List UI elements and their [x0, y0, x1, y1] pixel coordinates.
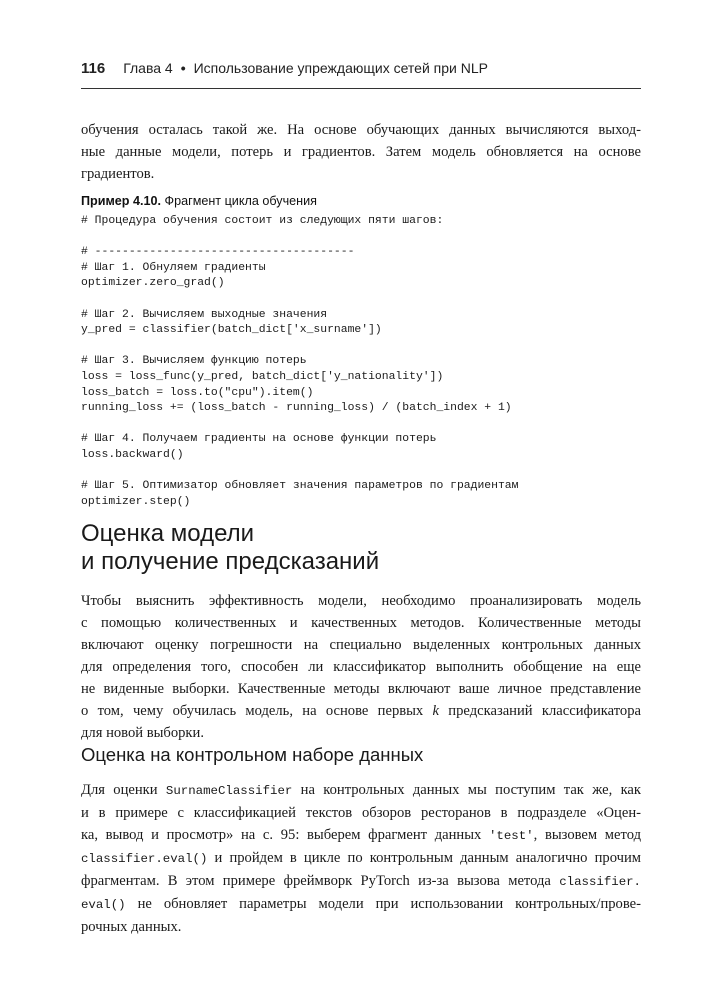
- code-line: y_pred = classifier(batch_dict['x_surname']): [81, 324, 382, 337]
- example-label: Пример 4.10.: [81, 194, 162, 208]
- text-line: [81, 700, 641, 722]
- text-fragment: на контрольных данных мы поступим так же, как: [292, 782, 642, 798]
- evaluation-paragraph: [81, 590, 641, 744]
- code-line: optimizer.zero_grad(): [81, 277, 225, 290]
- code-line: # Шаг 1. Обнуляем градиенты: [81, 261, 266, 274]
- text-fragment: предсказаний классификатора: [439, 703, 642, 719]
- text-line: [81, 824, 641, 847]
- header-rule: [81, 88, 641, 89]
- text-line: обучения осталась такой же. На основе обучающих данных вычисляются выход-: [81, 122, 641, 138]
- text-fragment: не обновляет параметры модели при использовании контрольных/прове-: [125, 896, 641, 912]
- section-heading-line: Оценка модели: [81, 520, 255, 547]
- code-line: [81, 339, 641, 355]
- code-line: optimizer.step(): [81, 495, 191, 508]
- inline-code: classifier.eval(): [81, 852, 208, 866]
- text-fragment: о том, чему обучилась модель, на основе первых: [81, 703, 433, 719]
- text-line: и в примере с классификацией текстов обзоров ресторанов в подразделе «Оцен-: [81, 805, 641, 821]
- code-line: # Шаг 3. Вычисляем функцию потерь: [81, 355, 307, 368]
- subsection-heading: Оценка на контрольном наборе данных: [81, 744, 424, 765]
- code-line: running_loss += (loss_batch - running_loss) / (batch_index + 1): [81, 402, 512, 415]
- text-line: не виденные выборки. Качественные методы включают ваше личное представление: [81, 681, 641, 697]
- text-line: градиентов.: [81, 166, 155, 182]
- header-separator: •: [180, 60, 186, 76]
- intro-paragraph: [81, 119, 641, 185]
- text-fragment: Для оценки: [81, 782, 166, 798]
- text-fragment: фрагментам. В этом примере фреймворк PyTorch из-за вызова метода: [81, 873, 560, 889]
- variable-k: k: [432, 703, 440, 719]
- inline-code: 'test': [489, 829, 534, 843]
- example-caption: [81, 194, 317, 208]
- code-line: # --------------------------------------: [81, 246, 355, 259]
- inline-code: SurnameClassifier: [165, 784, 293, 798]
- code-line: loss = loss_func(y_pred, batch_dict['y_nationality']): [81, 370, 444, 383]
- code-line: # Шаг 2. Вычисляем выходные значения: [81, 308, 328, 321]
- code-line: [81, 292, 641, 308]
- inline-code: eval(): [81, 898, 126, 912]
- running-header: [81, 60, 641, 77]
- code-line: # Шаг 4. Получаем градиенты на основе функции потерь: [81, 433, 437, 446]
- text-line: с помощью количественных и качественных методов. Количественные методы: [81, 615, 641, 631]
- code-line: loss_batch = loss.to("cpu").item(): [81, 386, 314, 399]
- text-line: [81, 870, 641, 893]
- code-line: [81, 417, 641, 433]
- validation-paragraph: [81, 779, 641, 938]
- code-line: [81, 464, 641, 480]
- text-line: рочных данных.: [81, 919, 182, 935]
- page-number: 116: [81, 60, 106, 77]
- chapter-title: Использование упреждающих сетей при NLP: [193, 60, 488, 76]
- inline-code: classifier.: [559, 875, 641, 889]
- chapter-label: Глава 4: [123, 60, 173, 76]
- code-listing: [81, 214, 641, 510]
- text-line: [81, 893, 641, 916]
- text-fragment: , вызовем метод: [533, 827, 641, 843]
- text-fragment: и пройдем в цикле по контрольным данным аналогично прочим: [207, 850, 641, 866]
- text-line: [81, 779, 641, 802]
- text-line: Чтобы выяснить эффективность модели, необходимо проанализировать модель: [81, 593, 641, 609]
- text-line: ные данные модели, потерь и градиентов. Затем модель обновляется на основе: [81, 144, 641, 160]
- text-line: для новой выборки.: [81, 725, 204, 741]
- text-line: включают оценку погрешности на специально выделенных контрольных данных: [81, 637, 641, 653]
- code-line: # Процедура обучения состоит из следующих пяти шагов:: [81, 215, 444, 227]
- text-line: [81, 847, 641, 870]
- section-heading-line: и получение предсказаний: [81, 548, 380, 575]
- text-fragment: ка, вывод и просмотр» на с. 95: выберем фрагмент данных: [81, 827, 489, 843]
- text-line: для определения того, способен ли классификатор выполнить обобщение на еще: [81, 659, 641, 675]
- section-heading: [81, 520, 641, 576]
- example-title: Фрагмент цикла обучения: [164, 194, 317, 208]
- code-line: loss.backward(): [81, 448, 184, 461]
- code-line: # Шаг 5. Оптимизатор обновляет значения параметров по градиентам: [81, 480, 519, 493]
- code-line: [81, 230, 641, 246]
